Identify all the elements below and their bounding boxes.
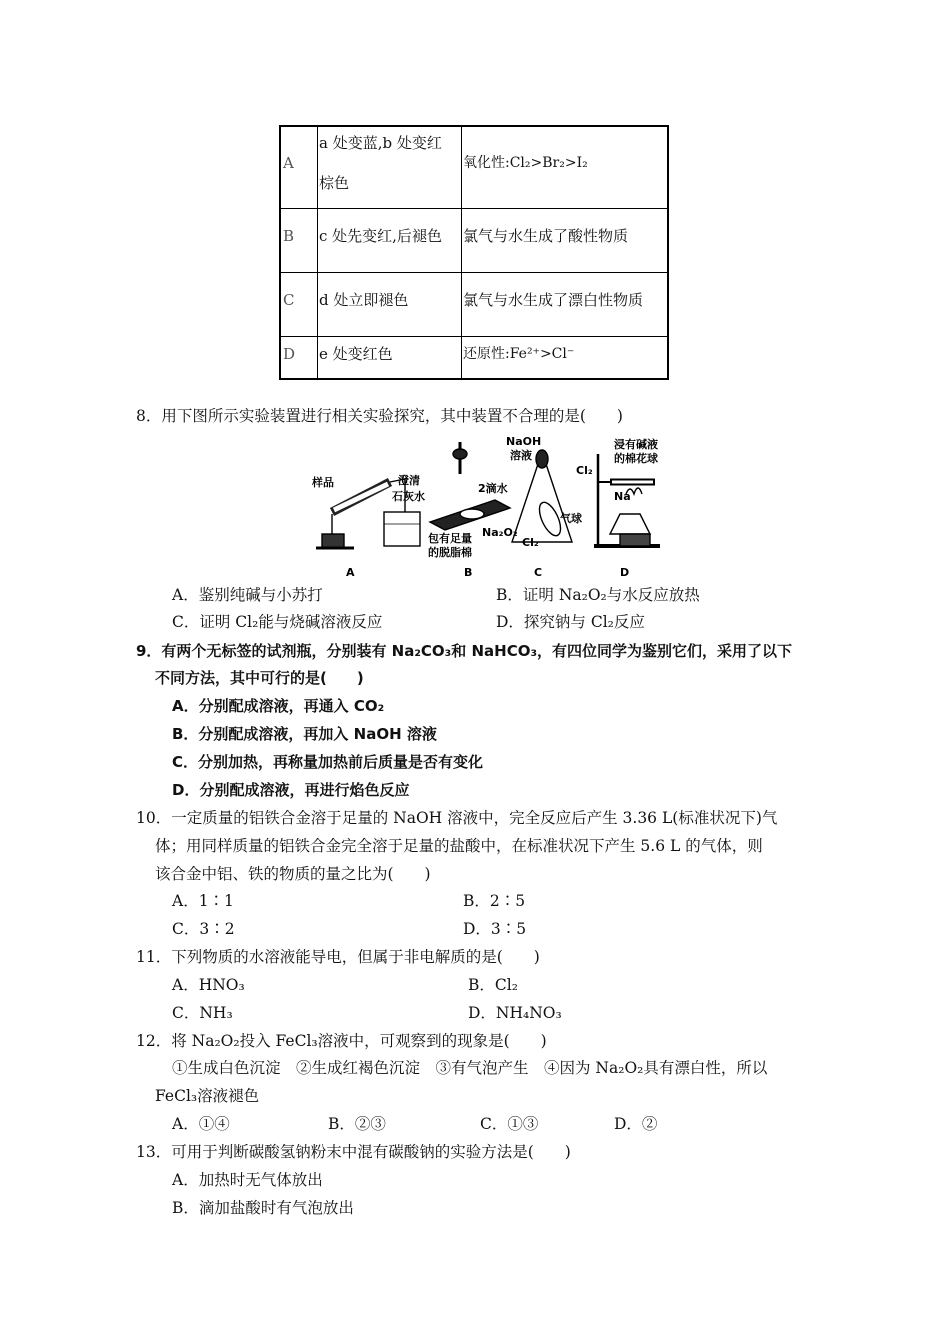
q8-option-d: D．探究钠与 Cl₂反应 <box>496 613 645 631</box>
q10-option-d: D．3∶5 <box>463 920 527 938</box>
caption-a: A <box>346 566 355 579</box>
q9-option-c: C．分别加热，再称量加热前后质量是否有变化 <box>172 753 484 771</box>
q12-stem: 12．将 Na₂O₂投入 FeCl₃溶液中，可观察到的现象是( ) <box>136 1032 547 1050</box>
label-soaked-1: 浸有碱液 <box>614 438 658 451</box>
label-limewater-1: 澄清 <box>398 474 420 487</box>
q11-option-b: B．Cl₂ <box>468 976 518 994</box>
q12-option-b: B．②③ <box>328 1115 386 1133</box>
q8-option-b: B．证明 Na₂O₂与水反应放热 <box>496 586 700 604</box>
q8-apparatus-figure <box>310 434 670 582</box>
label-naoh-2: 溶液 <box>510 449 532 462</box>
label-sample: 样品 <box>312 476 334 489</box>
label-limewater-2: 石灰水 <box>392 490 425 503</box>
row-c-conclusion: 氯气与水生成了漂白性物质 <box>463 291 644 309</box>
q10-option-c: C．3∶2 <box>172 920 235 938</box>
label-cl2-d: Cl₂ <box>576 464 593 477</box>
q13-option-a: A．加热时无气体放出 <box>172 1171 323 1189</box>
label-na: Na <box>614 490 631 503</box>
row-b-phenomenon: c 处先变红,后褪色 <box>319 227 442 245</box>
q11-option-a: A．HNO₃ <box>172 976 245 994</box>
row-d-phenomenon: e 处变红色 <box>319 345 393 363</box>
row-a-letter: A <box>283 154 294 172</box>
row-d-conclusion: 还原性:Fe²⁺>Cl⁻ <box>463 346 575 362</box>
q12-option-a: A．①④ <box>172 1115 230 1133</box>
q9-stem: 9．有两个无标签的试剂瓶，分别装有 Na₂CO₃和 NaHCO₃，有四位同学为鉴别它们，采用了以下 <box>136 642 793 660</box>
q10-stem-3: 该合金中铝、铁的物质的量之比为( ) <box>155 865 431 883</box>
row-c-phenomenon: d 处立即褪色 <box>319 291 409 309</box>
q13-stem: 13．可用于判断碳酸氢钠粉末中混有碳酸钠的实验方法是( ) <box>136 1143 571 1161</box>
q10-stem-2: 体；用同样质量的铝铁合金完全溶于足量的盐酸中，在标准状况下产生 5.6 L 的气体，则 <box>155 837 763 855</box>
q12-statements-cont: FeCl₃溶液褪色 <box>155 1087 260 1105</box>
row-d-letter: D <box>283 345 296 363</box>
q9-option-a: A．分别配成溶液，再通入 CO₂ <box>172 697 385 715</box>
q11-stem: 11．下列物质的水溶液能导电，但属于非电解质的是( ) <box>136 948 540 966</box>
q12-option-c: C．①③ <box>480 1115 539 1133</box>
label-naoh-1: NaOH <box>506 435 542 448</box>
label-cotton-2: 的脱脂棉 <box>428 546 472 559</box>
table-divider <box>281 272 667 273</box>
q10-option-b: B．2∶5 <box>463 892 526 910</box>
row-a-phenomenon: a 处变蓝,b 处变红 <box>319 134 442 152</box>
label-balloon: 气球 <box>560 512 582 525</box>
q11-option-d: D．NH₄NO₃ <box>468 1004 562 1022</box>
caption-d: D <box>620 566 630 579</box>
q9-option-d: D．分别配成溶液，再进行焰色反应 <box>172 781 410 799</box>
q13-option-b: B．滴加盐酸时有气泡放出 <box>172 1199 354 1217</box>
label-cotton-1: 包有足量 <box>428 532 472 545</box>
q12-statements: ①生成白色沉淀 ②生成红褐色沉淀 ③有气泡产生 ④因为 Na₂O₂具有漂白性，所以 <box>172 1059 768 1077</box>
q8-stem: 8．用下图所示实验装置进行相关实验探究，其中装置不合理的是( ) <box>136 407 623 425</box>
q10-option-a: A．1∶1 <box>172 892 234 910</box>
q9-stem-cont: 不同方法，其中可行的是( ) <box>155 669 364 687</box>
table-divider <box>281 208 667 209</box>
row-a-conclusion: 氧化性:Cl₂>Br₂>I₂ <box>463 155 588 171</box>
row-b-letter: B <box>283 227 295 245</box>
q8-option-a: A．鉴别纯碱与小苏打 <box>172 586 323 604</box>
label-cl2-c: Cl₂ <box>522 536 539 549</box>
caption-c: C <box>534 566 543 579</box>
q8-option-c: C．证明 Cl₂能与烧碱溶液反应 <box>172 613 383 631</box>
q10-stem: 10．一定质量的铝铁合金溶于足量的 NaOH 溶液中，完全反应后产生 3.36 L(标准状况下)气 <box>136 809 778 827</box>
table-divider <box>281 336 667 337</box>
q9-option-b: B．分别配成溶液，再加入 NaOH 溶液 <box>172 725 437 743</box>
label-na2o2: Na₂O₂ <box>482 526 518 539</box>
q12-option-d: D．② <box>614 1115 658 1133</box>
q11-option-c: C．NH₃ <box>172 1004 233 1022</box>
row-c-letter: C <box>283 291 295 309</box>
row-a-phenomenon-cont: 棕色 <box>319 174 350 192</box>
table-divider <box>317 127 318 378</box>
row-b-conclusion: 氯气与水生成了酸性物质 <box>463 227 629 245</box>
label-two-drops: 2滴水 <box>478 482 508 495</box>
results-table <box>279 125 669 380</box>
table-divider <box>461 127 462 378</box>
caption-b: B <box>464 566 473 579</box>
label-soaked-2: 的棉花球 <box>614 452 658 465</box>
